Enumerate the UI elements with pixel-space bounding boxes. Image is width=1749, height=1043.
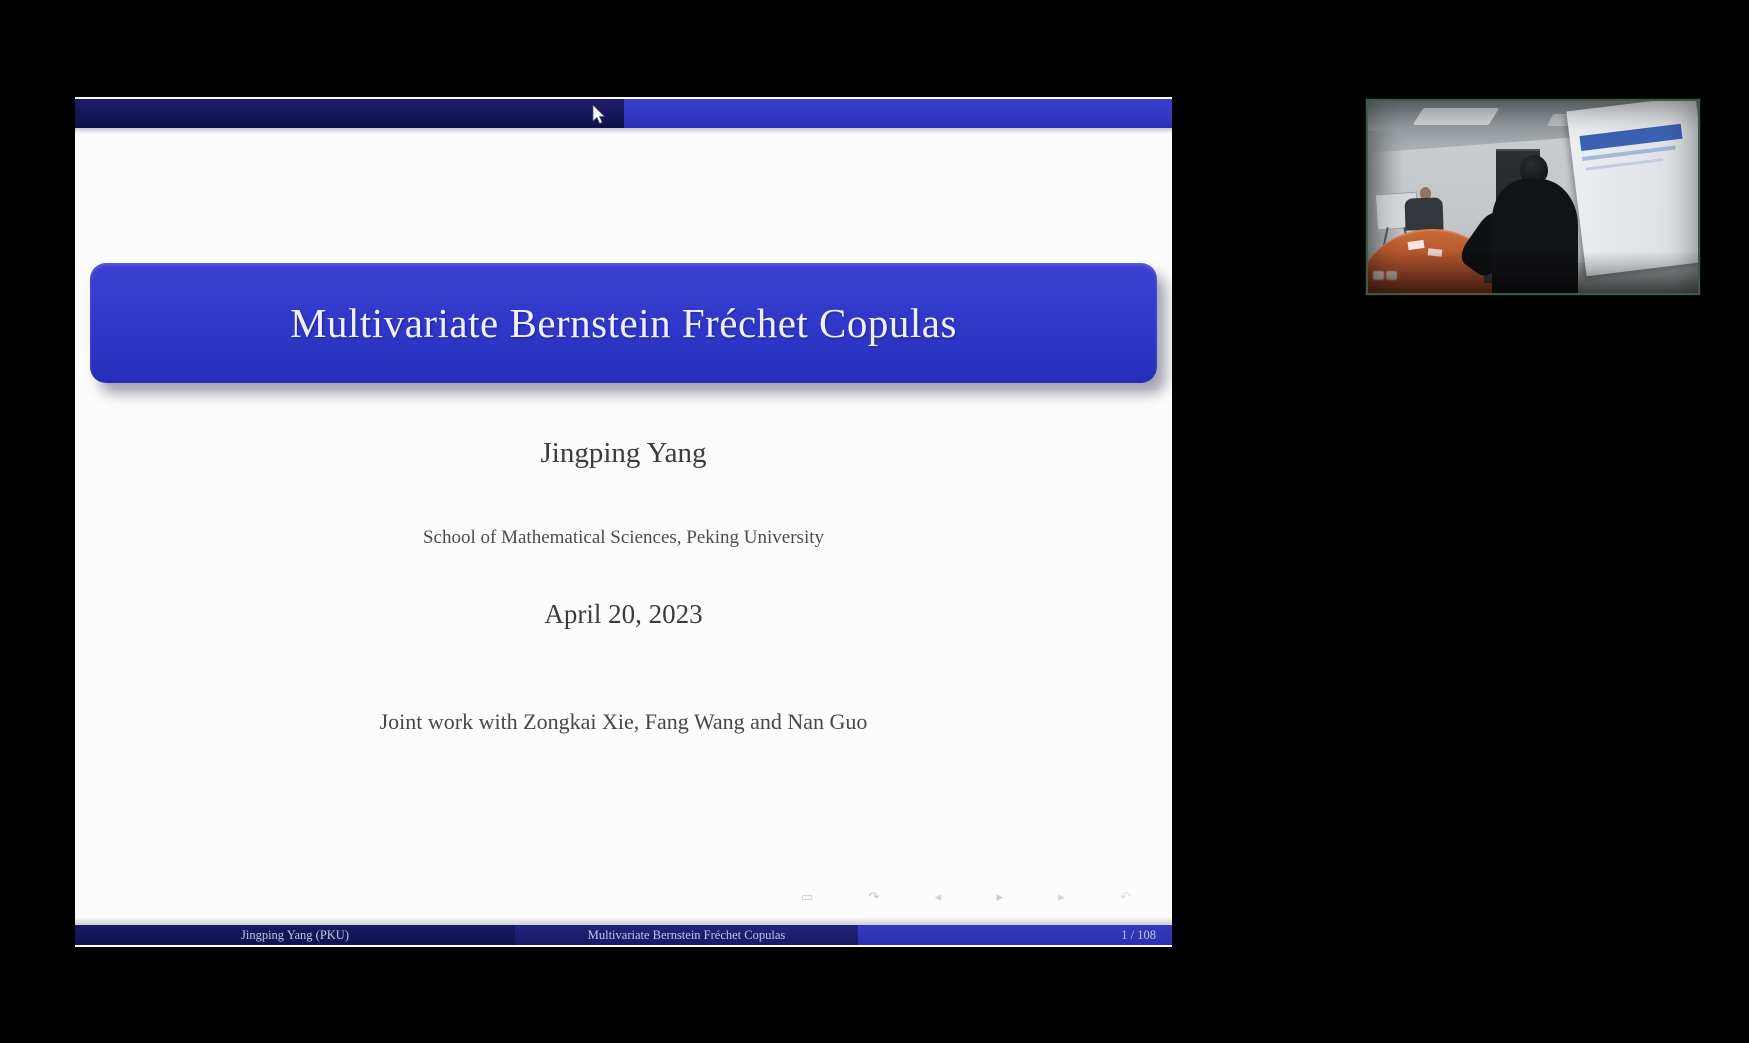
footer-author: Jingping Yang (PKU) [240, 927, 349, 942]
footer-title-segment [515, 925, 858, 945]
mouse-cursor-icon [591, 105, 607, 127]
video-vignette [1368, 101, 1698, 293]
appendix-nav-icon[interactable]: ↶ [1120, 889, 1131, 905]
header-bar-left-segment [75, 99, 624, 128]
presentation-slide [75, 97, 1172, 947]
beamer-navigation-symbols [801, 888, 1131, 906]
footer-bar-shadow [75, 917, 1172, 925]
collaboration-note: Joint work with Zongkai Xie, Fang Wang and Nan Guo [379, 709, 868, 734]
presentation-date: April 20, 2023 [544, 599, 703, 629]
title-banner [90, 263, 1157, 383]
slide-footer-bar [75, 925, 1172, 945]
slide-header-bar [75, 99, 1172, 128]
header-bar-right-segment [624, 99, 1173, 128]
author-name: Jingping Yang [540, 437, 707, 469]
footer-title: Multivariate Bernstein Fréchet Copulas [587, 927, 786, 942]
slide-title: Multivariate Bernstein Fréchet Copulas [290, 300, 957, 346]
room-camera-video[interactable] [1366, 99, 1700, 295]
affiliation: School of Mathematical Sciences, Peking University [422, 527, 825, 548]
footer-page-segment [858, 925, 1172, 945]
footer-page-number: 1 / 108 [1121, 927, 1156, 942]
frame-back-nav-icon[interactable]: ↷ [868, 889, 880, 905]
slide-nav-icon[interactable]: ▭ [801, 889, 814, 905]
subsection-next-nav-icon[interactable]: ▸ [996, 889, 1004, 905]
section-next-nav-icon[interactable]: ▸ [1058, 889, 1065, 905]
subsection-prev-nav-icon[interactable]: ◂ [934, 889, 942, 905]
footer-author-segment [75, 925, 515, 945]
header-bar-shadow [75, 128, 1172, 134]
